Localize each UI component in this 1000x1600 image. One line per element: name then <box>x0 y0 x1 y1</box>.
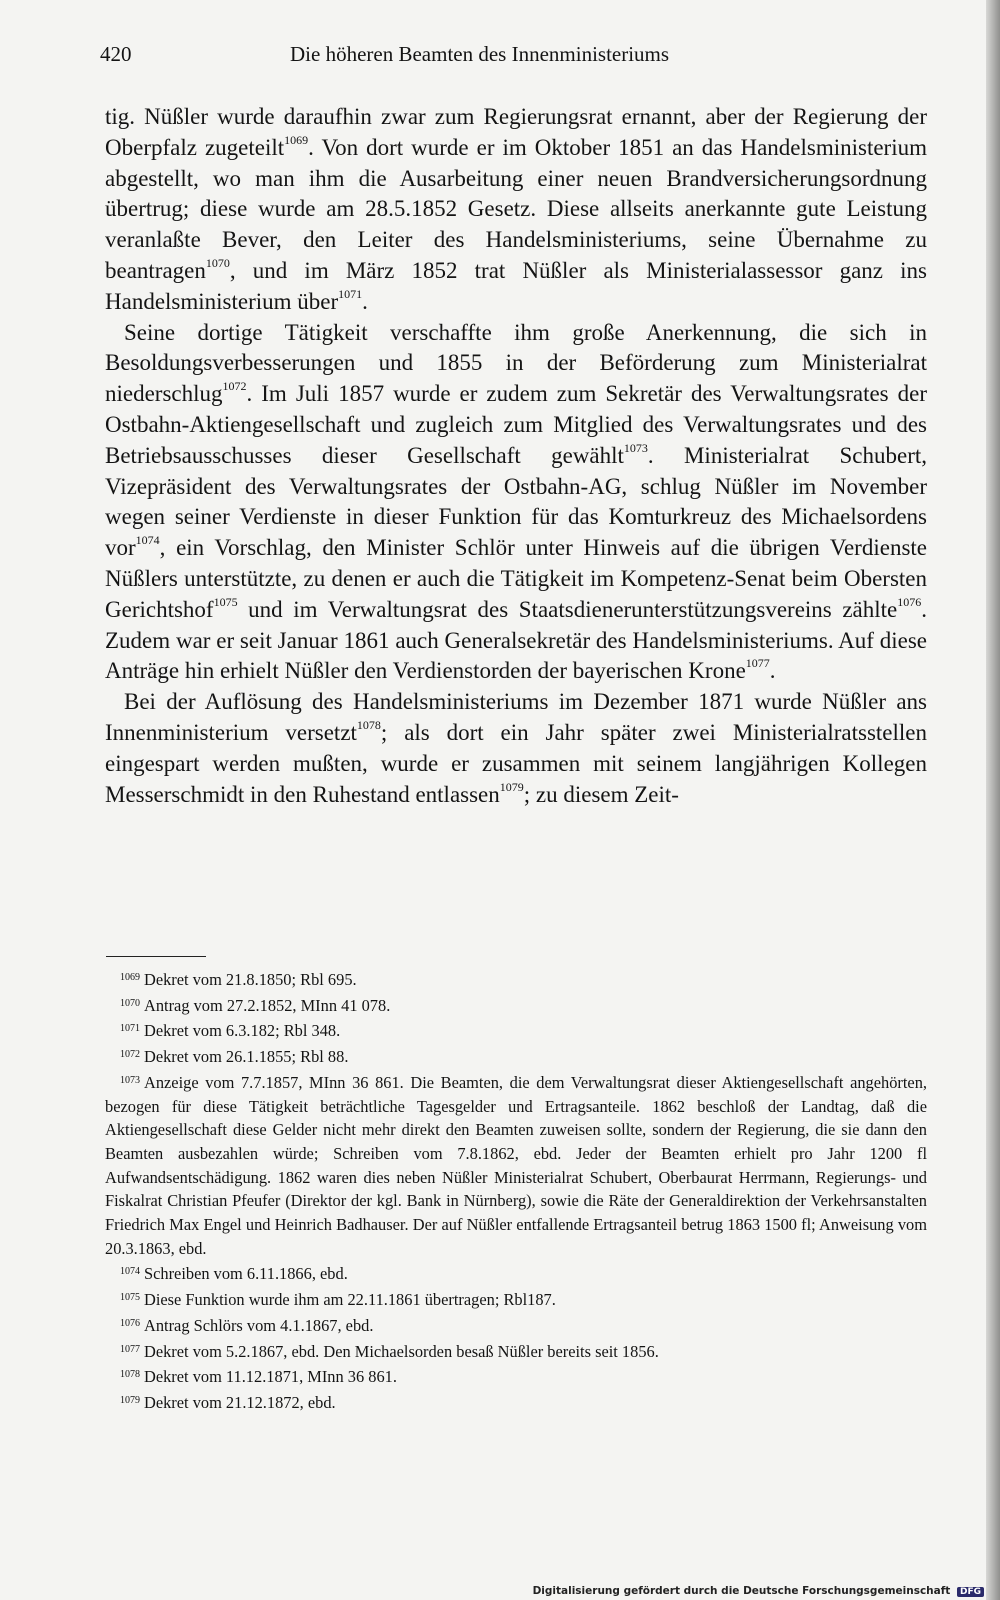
footnote-number: 1072 <box>120 1049 140 1061</box>
footnote-text: Dekret vom 6.3.182; Rbl 348. <box>144 1021 341 1041</box>
footnote-text: Anzeige vom 7.7.1857, MInn 36 861. Die Beamten, die dem Verwaltungsrat dieser Aktiengesellschaft angehörten, bezogen für diese Tätigkeit beträchtliche Tagesgelder und Ertragsanteile. 1862 beschloß der Landtag, daß die Aktiengesellschaft diese Gelder nicht mehr direkt den Beamten zuweisen sollte, sondern der Regierung, die sie dann den Beamten ausbezahlen würde; Schreiben vom 7.8.1862, ebd. Jeder der Beamten erhielt pro Jahr 1200 fl Aufwandsentschädigung. 1862 waren dies neben Nüßler Ministerialrat Schubert, Oberbaurat Herrmann, Regierungs- und Fiskalrat Christian Pfeufer (Direktor der kgl. Bank in Nürnberg), sowie die Räte der Generaldirektion der Verkehrsanstalten Friedrich Max Engel und Heinrich Badhauser. Der auf Nüßler entfallende Ertragsanteil betrug 1863 1500 fl; Anweisung vom 20.3.1863, ebd. <box>105 1072 927 1258</box>
footnote <box>105 1260 927 1286</box>
dfg-logo-icon: DFG <box>957 1587 984 1597</box>
credit-text: Digitalisierung gefördert durch die Deutsche Forschungsgemeinschaft <box>532 1585 951 1597</box>
footnote-text: Dekret vom 21.8.1850; Rbl 695. <box>144 970 357 989</box>
footnote <box>105 1017 927 1043</box>
main-text <box>105 102 927 810</box>
footnote-number: 1075 <box>120 1292 140 1304</box>
footnote-number: 1078 <box>120 1369 140 1381</box>
footnote-text: Schreiben vom 6.11.1866, ebd. <box>144 1264 348 1284</box>
footnote-text: Dekret vom 5.2.1867, ebd. Den Michaelsorden besaß Nüßler bereits seit 1856. <box>144 1341 659 1361</box>
footnote <box>105 1286 927 1312</box>
footnote-number: 1074 <box>120 1266 140 1278</box>
footnote-number: 1076 <box>120 1317 140 1329</box>
footnote <box>105 966 927 992</box>
text-segment: und im Verwaltungsrat des Staatsdienerunterstützungsvereins zählte <box>237 596 898 622</box>
footnote-reference[interactable]: 1071 <box>338 286 363 301</box>
text-segment: tig. Nüßler wurde daraufhin zwar zum Regierungsrat ernannt, aber der Regierung der Oberpfalz zugeteilt <box>105 104 927 160</box>
text-segment: ; als dort ein Jahr später zwei Ministerialratsstellen eingespart werden mußten, wurde er zusammen mit seinem langjährigen Kollegen Messerschmidt in den Ruhestand entlassen <box>105 719 927 807</box>
running-title: Die höheren Beamten des Innenministeriums <box>290 42 670 66</box>
paragraph <box>105 102 927 318</box>
footnote <box>105 1043 927 1069</box>
footnote <box>105 1069 927 1261</box>
footnote-text: Diese Funktion wurde ihm am 22.11.1861 übertragen; Rbl187. <box>144 1290 556 1310</box>
text-segment: , und im März 1852 trat Nüßler als Ministerialassessor ganz ins Handelsministerium über <box>105 257 927 314</box>
footnote-number: 1073 <box>120 1074 140 1086</box>
page-number: 420 <box>100 42 132 66</box>
footnote-number: 1071 <box>120 1023 140 1035</box>
text-segment: . <box>769 658 776 684</box>
footnote-text: Dekret vom 11.12.1871, MInn 36 861. <box>144 1367 397 1387</box>
footnote-text: Dekret vom 21.12.1872, ebd. <box>144 1392 336 1412</box>
paragraph <box>105 687 927 810</box>
text-segment: , ein Vorschlag, den Minister Schlör unter Hinweis auf die übrigen Verdienste Nüßlers unterstützte, zu denen er auch die Tätigkeit im Kompetenz-Senat beim Obersten Gerichtshof <box>105 535 927 622</box>
footnote <box>105 992 927 1018</box>
text-segment: Bei der Auflösung des Handelsministeriums im Dezember 1871 wurde Nüßler ans Innenministerium versetzt <box>105 689 927 745</box>
footnote-reference[interactable]: 1069 <box>284 132 309 147</box>
footnote-text: Antrag vom 27.2.1852, MInn 41 078. <box>144 995 391 1015</box>
footnote-text: Antrag Schlörs vom 4.1.1867, ebd. <box>144 1315 374 1335</box>
footnote <box>105 1363 927 1389</box>
text-segment: . <box>362 288 368 314</box>
footnote-reference[interactable]: 1073 <box>623 440 648 455</box>
footnote-number: 1077 <box>120 1343 140 1355</box>
text-segment: Seine dortige Tätigkeit verschaffte ihm große Anerkennung, die sich in Besoldungsverbesserungen und 1855 in der Beförderung zum Ministerialrat niederschlug <box>105 319 927 407</box>
paragraph <box>105 318 927 688</box>
footnote-reference[interactable]: 1070 <box>205 255 230 270</box>
footnote-number: 1079 <box>120 1394 140 1406</box>
footnotes <box>105 966 927 1415</box>
digitization-credit <box>533 1585 984 1597</box>
footnote-reference[interactable]: 1079 <box>499 779 524 794</box>
footnote-reference[interactable]: 1072 <box>222 379 247 394</box>
footnote-reference[interactable]: 1075 <box>213 594 238 609</box>
text-segment: . Zudem war er seit Januar 1861 auch Generalsekretär des Handelsministeriums. Auf diese Anträge hin erhielt Nüßler den Verdienstorden der bayerischen Krone <box>105 596 927 684</box>
footnote-reference[interactable]: 1076 <box>897 594 922 609</box>
page-edge-shadow <box>986 0 1000 1600</box>
footnote-reference[interactable]: 1078 <box>356 717 381 732</box>
footnote <box>105 1338 927 1364</box>
footnote-number: 1069 <box>120 972 140 983</box>
text-segment: . Im Juli 1857 wurde er zudem zum Sekretär des Verwaltungsrates der Ostbahn-Aktiengesellschaft und zugleich zum Mitglied des Verwaltungsrates und des Betriebsausschusses dieser Gesellschaft gewählt <box>105 381 927 468</box>
text-segment: . Ministerialrat Schubert, Vizepräsident des Verwaltungsrates der Ostbahn-AG, schlug Nüßler im November wegen seiner Verdienste in dieser Funktion für das Komturkreuz des Michaelsordens vor <box>105 442 927 561</box>
footnote-reference[interactable]: 1074 <box>135 533 160 548</box>
footnote <box>105 1389 927 1415</box>
footnote-text: Dekret vom 26.1.1855; Rbl 88. <box>144 1047 349 1067</box>
text-segment: . Von dort wurde er im Oktober 1851 an das Handelsministerium abgestellt, wo man ihm die Ausarbeitung einer neuen Brandversicherungsordnung übertrug; diese wurde am 28.5.1852 Gesetz. Diese allseits anerkannte gute Leistung veranlaßte Bever, den Leiter des Handelsministeriums, seine Übernahme zu beantragen <box>105 134 927 283</box>
footnote-reference[interactable]: 1077 <box>745 656 770 671</box>
footnote-separator <box>106 956 206 957</box>
footnote-number: 1070 <box>120 997 140 1009</box>
text-segment: ; zu diesem Zeit- <box>523 781 679 807</box>
running-header <box>100 42 740 72</box>
footnote <box>105 1312 927 1338</box>
